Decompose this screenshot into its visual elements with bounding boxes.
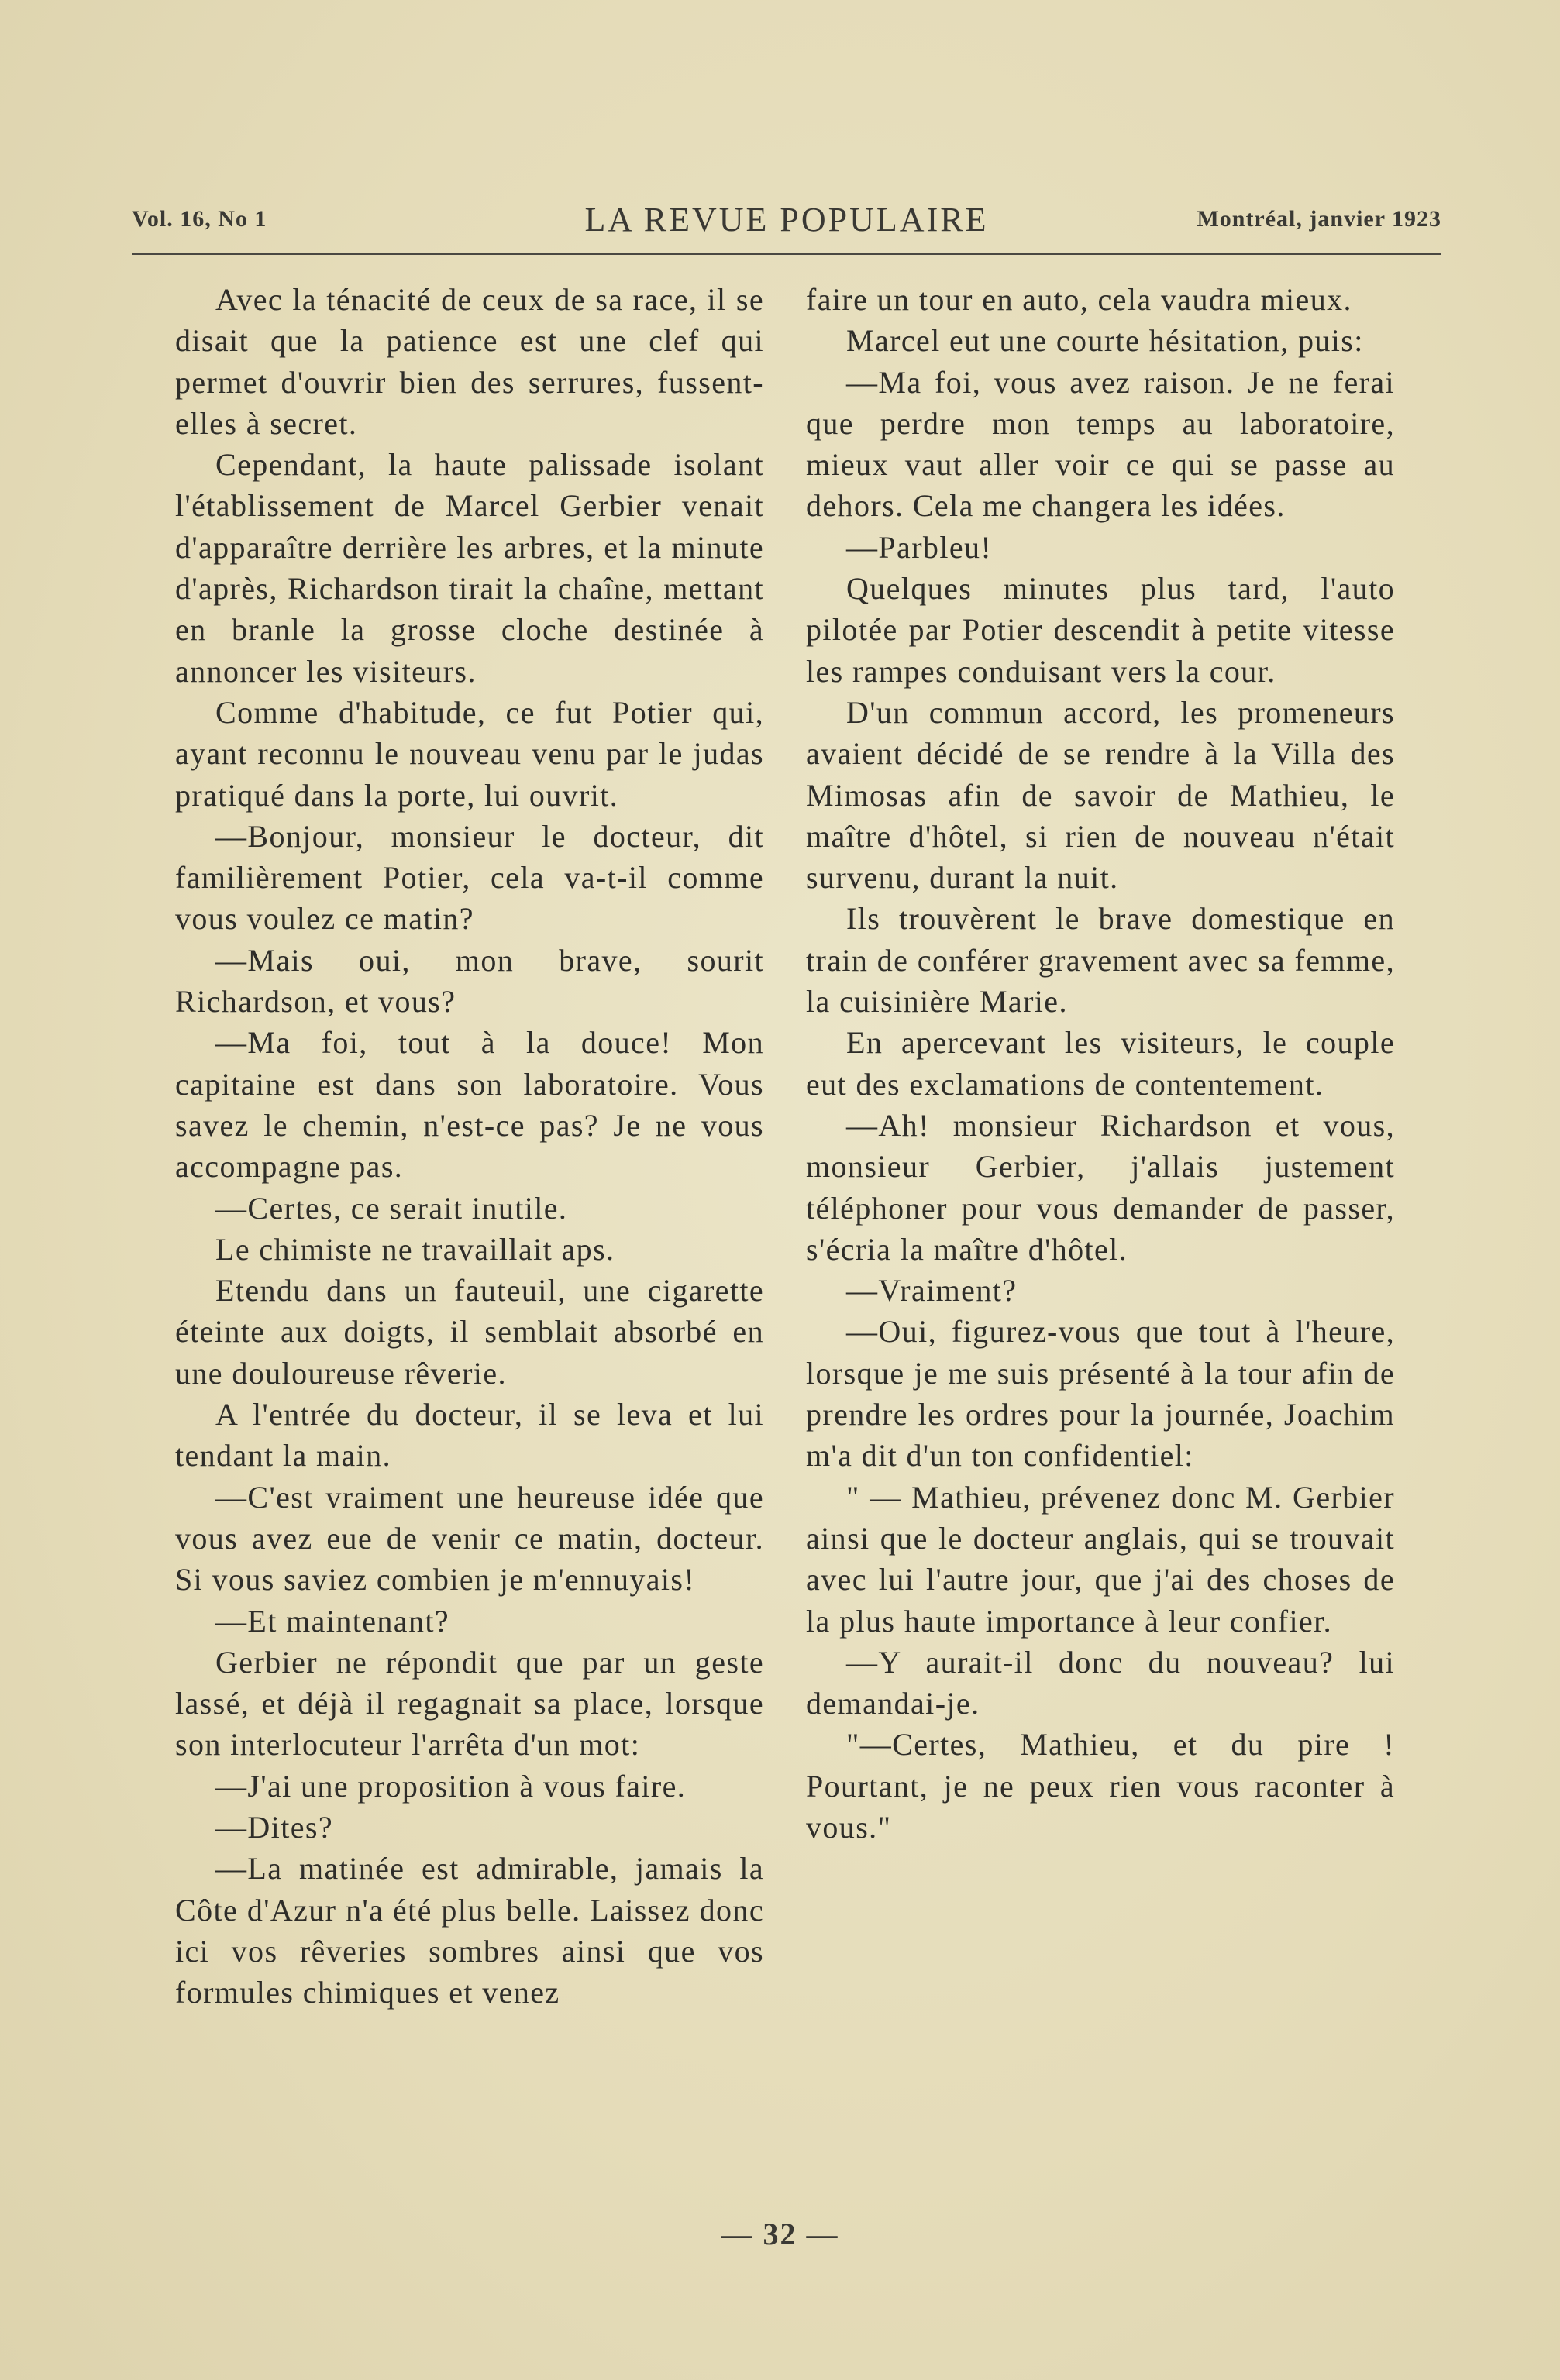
paragraph: En apercevant les visiteurs, le couple eut des exclamations de contentement.	[806, 1025, 1395, 1102]
left-column	[175, 279, 764, 2013]
paragraph: Etendu dans un fauteuil, une cigarette éteinte aux doigts, il semblait absorbé en une douloureuse rêverie.	[175, 1273, 764, 1391]
issue-date: Montréal, janvier 1923	[1197, 206, 1441, 232]
paragraph: —La matinée est admirable, jamais la Côte d'Azur n'a été plus belle. Laissez donc ici vos rêveries sombres ainsi que vos formules chimiques et venez	[175, 1851, 764, 2010]
paragraph: Quelques minutes plus tard, l'auto pilotée par Potier descendit à petite vitesse les rampes conduisant vers la cour.	[806, 571, 1395, 689]
page-header	[132, 200, 1441, 243]
paragraph: —Dites?	[215, 1809, 333, 1845]
header-rule	[132, 253, 1441, 255]
paragraph: —Mais oui, mon brave, sourit Richardson, et vous?	[175, 942, 764, 1020]
volume-number: Vol. 16, No 1	[132, 206, 267, 232]
paragraph: —C'est vraiment une heureuse idée que vous avez eue de venir ce matin, docteur. Si vous saviez combien je m'ennuyais!	[175, 1479, 764, 1598]
paragraph: —Certes, ce serait inutile.	[215, 1190, 568, 1226]
paragraph: Avec la ténacité de ceux de sa race, il se disait que la patience est une clef qui permet d'ouvrir bien des serrures, fussent-elles à secret.	[175, 282, 764, 441]
paragraph: —Parbleu!	[846, 529, 993, 565]
paragraph: —Ah! monsieur Richardson et vous, monsieur Gerbier, j'allais justement téléphoner pour vous demander de passer, s'écria la maître d'hôtel.	[806, 1107, 1395, 1267]
paragraph: Gerbier ne répondit que par un geste lassé, et déjà il regagnait sa place, lorsque son interlocuteur l'arrêta d'un mot:	[175, 1644, 764, 1763]
paragraph: —Y aurait-il donc du nouveau? lui demandai-je.	[806, 1644, 1395, 1721]
paragraph: —J'ai une proposition à vous faire.	[215, 1768, 687, 1804]
paragraph: Comme d'habitude, ce fut Potier qui, ayant reconnu le nouveau venu par le judas pratiqué dans la porte, lui ouvrit.	[175, 694, 764, 813]
publication-title: LA REVUE POPULAIRE	[584, 201, 989, 239]
page-number: — 32 —	[721, 2217, 839, 2251]
paragraph: —Vraiment?	[846, 1273, 1018, 1309]
paragraph: Ils trouvèrent le brave domestique en train de conférer gravement avec sa femme, la cuisinière Marie.	[806, 901, 1395, 1020]
paragraph: "—Certes, Mathieu, et du pire ! Pourtant, je ne peux rien vous raconter à vous."	[806, 1727, 1395, 1845]
paragraph: faire un tour en auto, cela vaudra mieux.	[806, 282, 1352, 317]
paragraph: Cependant, la haute palissade isolant l'établissement de Marcel Gerbier venait d'apparaître derrière les arbres, et la minute d'après, Richardson tirait la chaîne, mettant en branle la grosse cloche destinée à annoncer les visiteurs.	[175, 447, 764, 689]
paragraph: " — Mathieu, prévenez donc M. Gerbier ainsi que le docteur anglais, qui se trouvait avec lui l'autre jour, que j'ai des choses de la plus haute importance à leur confier.	[806, 1479, 1395, 1639]
paragraph: —Ma foi, vous avez raison. Je ne ferai que perdre mon temps au laboratoire, mieux vaut aller voir ce qui se passe au dehors. Cela me changera les idées.	[806, 364, 1395, 524]
paragraph: —Bonjour, monsieur le docteur, dit familièrement Potier, cela va-t-il comme vous voulez ce matin?	[175, 818, 764, 937]
paragraph: —Et maintenant?	[215, 1603, 450, 1639]
paragraph: Le chimiste ne travaillait aps.	[215, 1231, 615, 1267]
paragraph: D'un commun accord, les promeneurs avaient décidé de se rendre à la Villa des Mimosas afin de savoir de Mathieu, le maître d'hôtel, si rien de nouveau n'était survenu, durant la nuit.	[806, 694, 1395, 896]
paragraph: —Ma foi, tout à la douce! Mon capitaine est dans son laboratoire. Vous savez le chemin, n'est-ce pas? Je ne vous accompagne pas.	[175, 1025, 764, 1185]
paragraph: A l'entrée du docteur, il se leva et lui tendant la main.	[175, 1397, 764, 1474]
paragraph: —Oui, figurez-vous que tout à l'heure, lorsque je me suis présenté à la tour afin de prendre les ordres pour la journée, Joachim m'a dit d'un ton confidentiel:	[806, 1314, 1395, 1474]
paragraph: Marcel eut une courte hésitation, puis:	[846, 323, 1364, 359]
right-column	[806, 279, 1395, 1848]
